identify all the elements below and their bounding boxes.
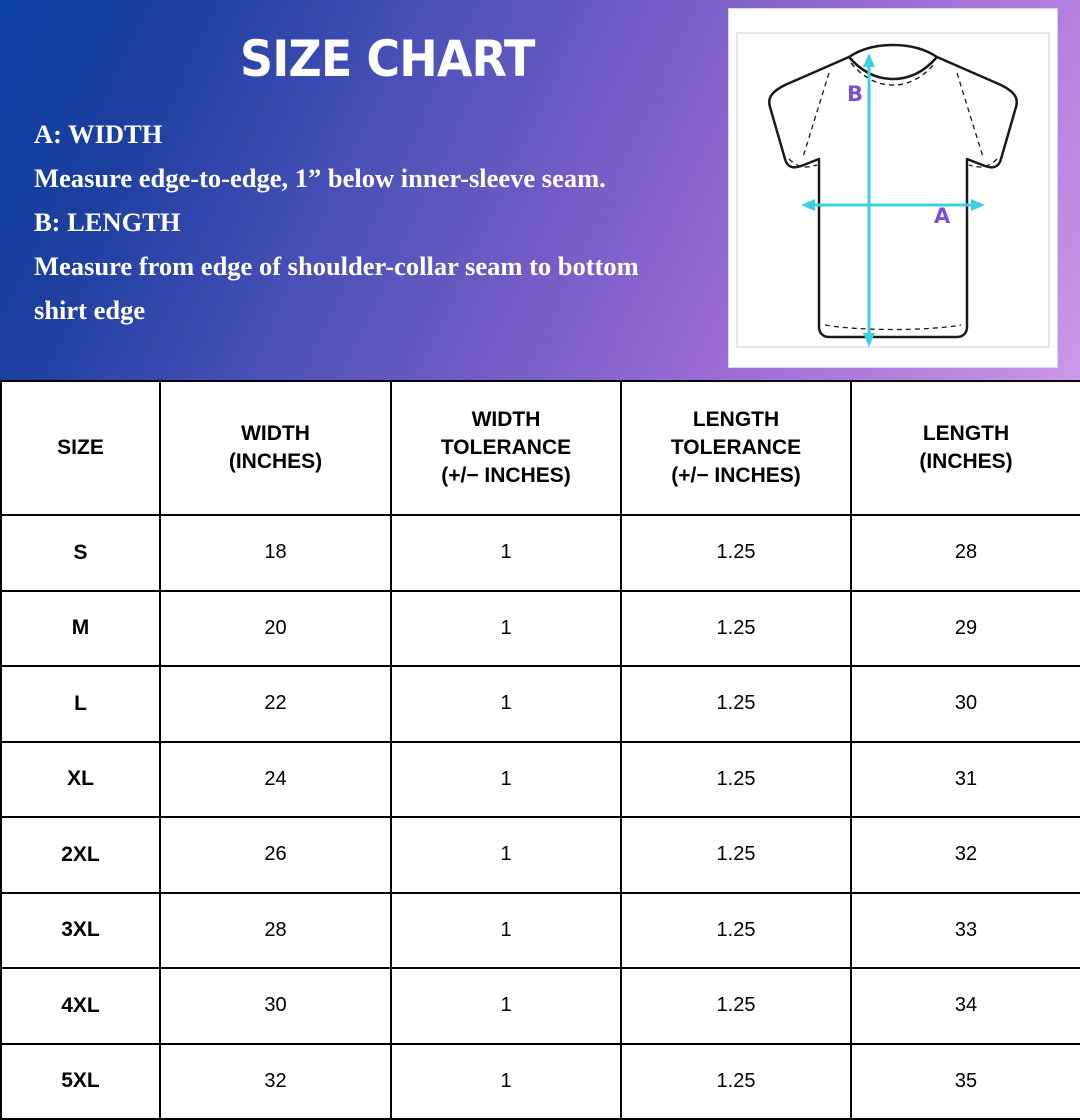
cell-size: M (1, 591, 160, 667)
column-header-line: LENGTH (922, 422, 1010, 445)
column-header-line: (INCHES) (228, 450, 323, 473)
measure-a-label: A: WIDTH (34, 119, 163, 149)
cell-width-tolerance: 1 (391, 817, 621, 893)
cell-width: 24 (160, 742, 391, 818)
cell-width: 18 (160, 515, 391, 591)
cell-width-tolerance: 1 (391, 1044, 621, 1120)
column-header-line: TOLERANCE (440, 436, 572, 459)
cell-width-tolerance: 1 (391, 515, 621, 591)
cell-length: 35 (851, 1044, 1080, 1120)
column-header-line: WIDTH (471, 408, 541, 431)
tshirt-diagram (728, 8, 1058, 368)
cell-width: 32 (160, 1044, 391, 1120)
cell-length: 34 (851, 968, 1080, 1044)
cell-length-tolerance: 1.25 (621, 742, 851, 818)
cell-size: 2XL (1, 817, 160, 893)
column-header-line: (+/− INCHES) (671, 464, 801, 487)
table-row (1, 817, 1080, 893)
cell-width: 30 (160, 968, 391, 1044)
width-marker-label: A (934, 204, 951, 228)
cell-width-tolerance: 1 (391, 666, 621, 742)
column-header-length (851, 381, 1080, 515)
length-marker-label: B (847, 82, 864, 106)
cell-length: 33 (851, 893, 1080, 969)
cell-length-tolerance: 1.25 (621, 591, 851, 667)
column-header-line: TOLERANCE (670, 436, 802, 459)
table-row (1, 742, 1080, 818)
measure-a-text: Measure edge-to-edge, 1” below inner-sleeve seam. (34, 163, 606, 193)
measure-b-text: Measure from edge of shoulder-collar seam to bottom shirt edge (34, 251, 639, 325)
cell-size: XL (1, 742, 160, 818)
column-header-size (1, 381, 160, 515)
cell-length-tolerance: 1.25 (621, 968, 851, 1044)
cell-length-tolerance: 1.25 (621, 893, 851, 969)
header-banner (0, 0, 1080, 380)
cell-length: 32 (851, 817, 1080, 893)
cell-length-tolerance: 1.25 (621, 666, 851, 742)
table-row (1, 968, 1080, 1044)
cell-length-tolerance: 1.25 (621, 515, 851, 591)
cell-width-tolerance: 1 (391, 591, 621, 667)
cell-length: 28 (851, 515, 1080, 591)
column-header-length-tolerance (621, 381, 851, 515)
cell-size: L (1, 666, 160, 742)
column-header-line: (INCHES) (919, 450, 1013, 473)
column-header-line: SIZE (57, 436, 104, 459)
table-row (1, 1044, 1080, 1120)
column-header-line: LENGTH (692, 408, 780, 431)
page-title: SIZE CHART (240, 30, 535, 88)
cell-length: 29 (851, 591, 1080, 667)
cell-length-tolerance: 1.25 (621, 1044, 851, 1120)
cell-size: S (1, 515, 160, 591)
table-row (1, 591, 1080, 667)
cell-width: 22 (160, 666, 391, 742)
cell-size: 5XL (1, 1044, 160, 1120)
cell-width: 28 (160, 893, 391, 969)
cell-size: 4XL (1, 968, 160, 1044)
measure-b-label: B: LENGTH (34, 207, 181, 237)
cell-size: 3XL (1, 893, 160, 969)
cell-width: 26 (160, 817, 391, 893)
cell-width-tolerance: 1 (391, 893, 621, 969)
cell-length-tolerance: 1.25 (621, 817, 851, 893)
cell-width-tolerance: 1 (391, 968, 621, 1044)
table-row (1, 666, 1080, 742)
column-header-line: WIDTH (241, 422, 310, 445)
size-table (0, 380, 1080, 1120)
cell-width-tolerance: 1 (391, 742, 621, 818)
table-header-row (1, 381, 1080, 515)
column-header-line: (+/− INCHES) (441, 464, 571, 487)
cell-length: 31 (851, 742, 1080, 818)
column-header-width (160, 381, 391, 515)
measurement-instructions (34, 112, 694, 332)
table-row (1, 893, 1080, 969)
table-row (1, 515, 1080, 591)
cell-width: 20 (160, 591, 391, 667)
cell-length: 30 (851, 666, 1080, 742)
column-header-width-tolerance (391, 381, 621, 515)
